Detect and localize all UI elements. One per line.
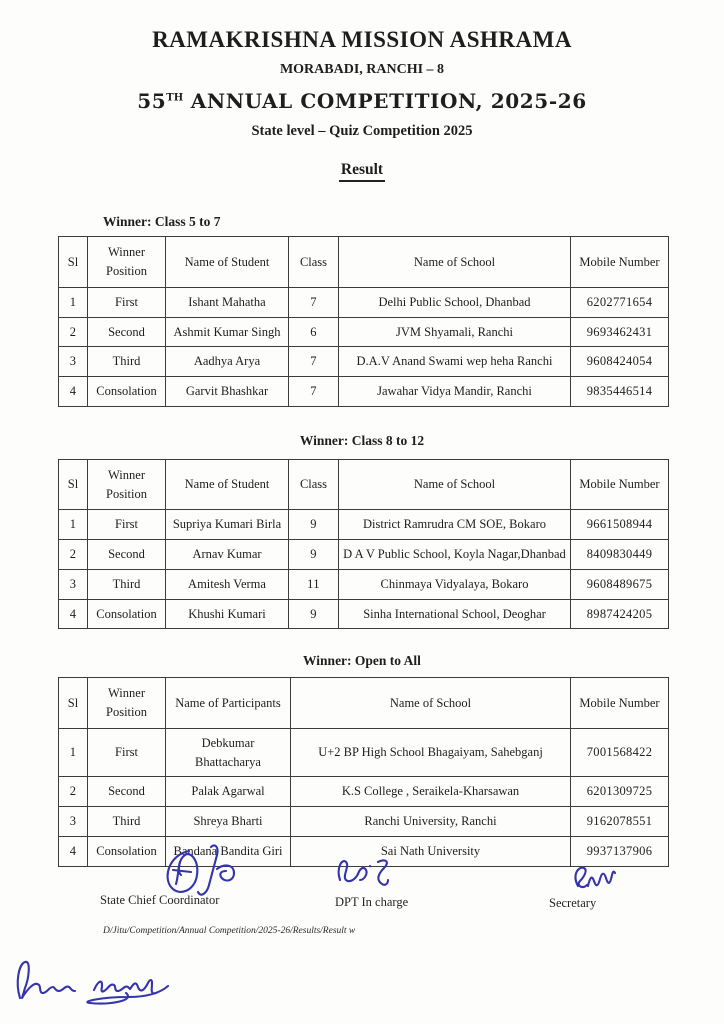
table-cell: Palak Agarwal bbox=[166, 777, 291, 807]
table-cell: Amitesh Verma bbox=[166, 569, 289, 599]
table-cell: 4 bbox=[59, 377, 88, 407]
table-cell: 7 bbox=[289, 377, 339, 407]
result-heading: Result bbox=[0, 161, 724, 182]
table-cell: 9835446514 bbox=[571, 377, 669, 407]
handwritten-signature-bottom-left bbox=[8, 952, 178, 1010]
table-cell: D.A.V Anand Swami wep heha Ranchi bbox=[339, 347, 571, 377]
column-header: Sl bbox=[59, 678, 88, 729]
table-cell: Second bbox=[88, 777, 166, 807]
column-header: Name of School bbox=[339, 459, 571, 510]
table-row bbox=[59, 317, 669, 347]
column-header: Winner Position bbox=[88, 459, 166, 510]
column-header: Mobile Number bbox=[571, 237, 669, 288]
table-cell: Chinmaya Vidyalaya, Bokaro bbox=[339, 569, 571, 599]
table-header-row bbox=[59, 237, 669, 288]
table-row bbox=[59, 377, 669, 407]
table-cell: D A V Public School, Koyla Nagar,Dhanbad bbox=[339, 540, 571, 570]
file-path-footer: D/Jitu/Competition/Annual Competition/2025-26/Results/Result w bbox=[103, 926, 356, 936]
table-cell: Jawahar Vidya Mandir, Ranchi bbox=[339, 377, 571, 407]
competition-title bbox=[0, 89, 724, 113]
table-row bbox=[59, 599, 669, 629]
table-row bbox=[59, 569, 669, 599]
table-cell: Supriya Kumari Birla bbox=[166, 510, 289, 540]
table-cell: 9608489675 bbox=[571, 569, 669, 599]
secretary-signature-scribble bbox=[566, 862, 620, 894]
table-cell: 4 bbox=[59, 599, 88, 629]
section-title-class-8-12: Winner: Class 8 to 12 bbox=[299, 432, 425, 448]
table-cell: First bbox=[88, 728, 166, 777]
table-cell: Third bbox=[88, 569, 166, 599]
table-row bbox=[59, 807, 669, 837]
table-row bbox=[59, 540, 669, 570]
table-cell: Consolation bbox=[88, 836, 166, 866]
table-cell: 1 bbox=[59, 287, 88, 317]
table-header-row bbox=[59, 678, 669, 729]
table-cell: 6 bbox=[289, 317, 339, 347]
table-cell: 4 bbox=[59, 836, 88, 866]
table-cell: Ishant Mahatha bbox=[166, 287, 289, 317]
table-cell: 2 bbox=[59, 317, 88, 347]
signature-label-state-chief-coordinator: State Chief Coordinator bbox=[100, 893, 220, 907]
table-cell: 3 bbox=[59, 569, 88, 599]
table-cell: 9 bbox=[289, 599, 339, 629]
table-cell: 7001568422 bbox=[571, 728, 669, 777]
column-header: Mobile Number bbox=[571, 459, 669, 510]
table-cell: District Ramrudra CM SOE, Bokaro bbox=[339, 510, 571, 540]
competition-number: 55 bbox=[137, 89, 167, 114]
table-cell: 6201309725 bbox=[571, 777, 669, 807]
table-cell: Bandana Bandita Giri bbox=[166, 836, 291, 866]
table-cell: Arnav Kumar bbox=[166, 540, 289, 570]
column-header: Winner Position bbox=[88, 678, 166, 729]
table-row bbox=[59, 728, 669, 777]
table-cell: 3 bbox=[59, 347, 88, 377]
table-cell: Second bbox=[88, 317, 166, 347]
table-cell: 9 bbox=[289, 540, 339, 570]
table-cell: 3 bbox=[59, 807, 88, 837]
column-header: Name of Participants bbox=[166, 678, 291, 729]
table-cell: Debkumar Bhattacharya bbox=[166, 728, 291, 777]
table-cell: 9608424054 bbox=[571, 347, 669, 377]
table-cell: First bbox=[88, 287, 166, 317]
table-cell: JVM Shyamali, Ranchi bbox=[339, 317, 571, 347]
table-header-row bbox=[59, 459, 669, 510]
table-cell: 9 bbox=[289, 510, 339, 540]
table-cell: Third bbox=[88, 347, 166, 377]
table-cell: 9162078551 bbox=[571, 807, 669, 837]
organization-name: RAMAKRISHNA MISSION ASHRAMA bbox=[152, 27, 572, 52]
event-line: State level – Quiz Competition 2025 bbox=[251, 123, 473, 140]
section-title-class-5-7: Winner: Class 5 to 7 bbox=[103, 214, 221, 230]
table-cell: 1 bbox=[59, 510, 88, 540]
competition-ordinal: TH bbox=[166, 92, 184, 104]
column-header: Mobile Number bbox=[571, 678, 669, 729]
table-cell: Sinha International School, Deoghar bbox=[339, 599, 571, 629]
table-cell: Consolation bbox=[88, 599, 166, 629]
table-cell: K.S College , Seraikela-Kharsawan bbox=[291, 777, 571, 807]
table-cell: Shreya Bharti bbox=[166, 807, 291, 837]
results-table-class-5-7 bbox=[58, 236, 669, 407]
table-cell: 11 bbox=[289, 569, 339, 599]
column-header: Name of School bbox=[339, 237, 571, 288]
table-cell: 8987424205 bbox=[571, 599, 669, 629]
table-cell: 9693462431 bbox=[571, 317, 669, 347]
column-header: Sl bbox=[59, 237, 88, 288]
table-cell: 7 bbox=[289, 347, 339, 377]
column-header: Class bbox=[289, 459, 339, 510]
table-cell: Ranchi University, Ranchi bbox=[291, 807, 571, 837]
table-cell: First bbox=[88, 510, 166, 540]
results-table-class-8-12 bbox=[58, 459, 669, 630]
table-cell: Consolation bbox=[88, 377, 166, 407]
table-cell: 1 bbox=[59, 728, 88, 777]
address-line: MORABADI, RANCHI – 8 bbox=[279, 62, 445, 78]
table-cell: 2 bbox=[59, 777, 88, 807]
table-cell: Khushi Kumari bbox=[166, 599, 289, 629]
table-cell: 9937137906 bbox=[571, 836, 669, 866]
column-header: Name of School bbox=[291, 678, 571, 729]
results-table-open-to-all bbox=[58, 677, 669, 866]
section-title-open-to-all: Winner: Open to All bbox=[303, 653, 421, 669]
table-cell: 9661508944 bbox=[571, 510, 669, 540]
table-cell: 2 bbox=[59, 540, 88, 570]
table-cell: Delhi Public School, Dhanbad bbox=[339, 287, 571, 317]
table-cell: U+2 BP High School Bhagaiyam, Sahebganj bbox=[291, 728, 571, 777]
signature-label-dpt-in-charge: DPT In charge bbox=[335, 895, 409, 909]
column-header: Winner Position bbox=[88, 237, 166, 288]
column-header: Class bbox=[289, 237, 339, 288]
signature-label-secretary: Secretary bbox=[549, 896, 597, 910]
table-row bbox=[59, 777, 669, 807]
table-cell: Second bbox=[88, 540, 166, 570]
table-row bbox=[59, 510, 669, 540]
table-row bbox=[59, 347, 669, 377]
table-row bbox=[59, 287, 669, 317]
table-cell: 6202771654 bbox=[571, 287, 669, 317]
table-cell: Third bbox=[88, 807, 166, 837]
table-cell: Ashmit Kumar Singh bbox=[166, 317, 289, 347]
table-cell: Sai Nath University bbox=[291, 836, 571, 866]
table-row bbox=[59, 836, 669, 866]
column-header: Sl bbox=[59, 459, 88, 510]
table-cell: 8409830449 bbox=[571, 540, 669, 570]
competition-title-rest: ANNUAL COMPETITION, 2025-26 bbox=[183, 89, 587, 114]
column-header: Name of Student bbox=[166, 237, 289, 288]
table-cell: Aadhya Arya bbox=[166, 347, 289, 377]
table-cell: Garvit Bhashkar bbox=[166, 377, 289, 407]
column-header: Name of Student bbox=[166, 459, 289, 510]
table-cell: 7 bbox=[289, 287, 339, 317]
